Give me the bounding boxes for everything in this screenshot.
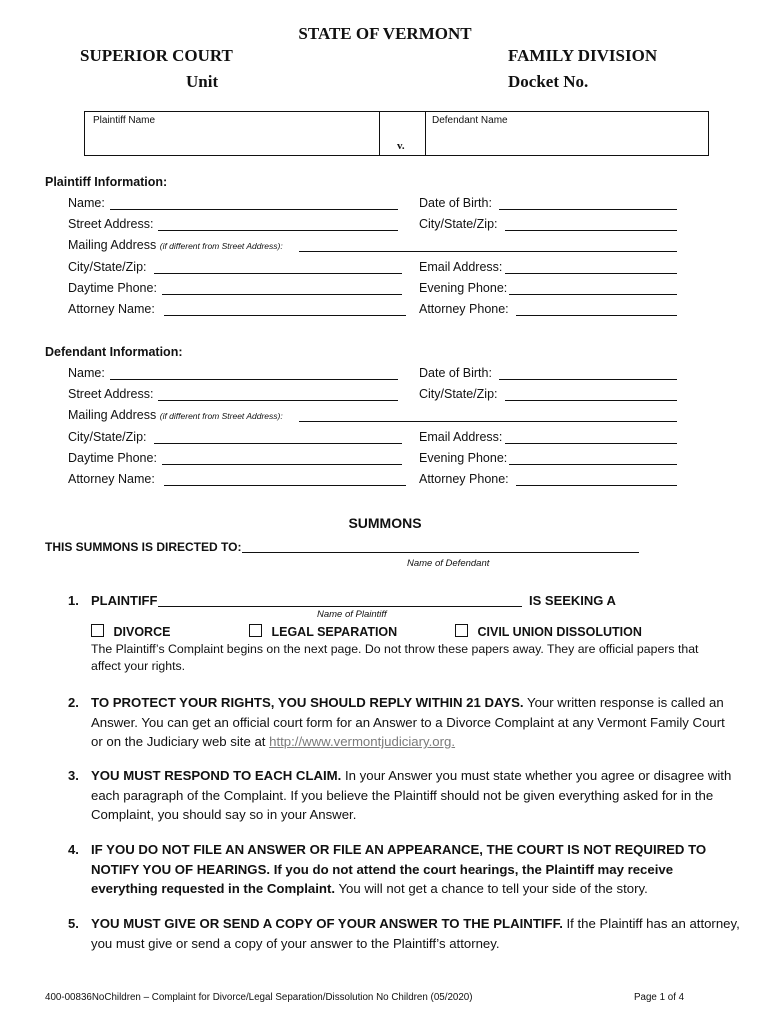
item5-text: If the Plaintiff has an attorney, you must give or send a copy of your answer to the Plaintiff’s attorney. [91, 916, 740, 951]
d-attorney-phone-field[interactable] [516, 485, 677, 486]
d-evening-field[interactable] [509, 464, 677, 465]
versus-label: v. [397, 140, 405, 152]
d-email-field[interactable] [505, 443, 677, 444]
item3-paragraph [91, 766, 751, 825]
d-daytime-field[interactable] [162, 464, 402, 465]
p-email-field[interactable] [505, 273, 677, 274]
p-name-label: Name: [68, 196, 105, 210]
option-civil-union[interactable] [455, 624, 642, 639]
divorce-label: DIVORCE [113, 625, 171, 639]
d-email-label: Email Address: [419, 430, 503, 444]
d-attorney-label: Attorney Name: [68, 472, 155, 486]
p-evening-label: Evening Phone: [419, 281, 508, 295]
item5-bold: YOU MUST GIVE OR SEND A COPY OF YOUR ANSWER TO THE PLAINTIFF. [91, 916, 563, 931]
legal-separation-checkbox[interactable] [249, 624, 262, 637]
item5-number: 5. [68, 916, 79, 931]
d-attorney-field[interactable] [164, 485, 406, 486]
p-dob-label: Date of Birth: [419, 196, 492, 210]
name-of-defendant-caption: Name of Defendant [407, 558, 490, 569]
p-email-label: Email Address: [419, 260, 503, 274]
court-name: SUPERIOR COURT [80, 46, 233, 65]
civil-union-label: CIVIL UNION DISSOLUTION [477, 625, 642, 639]
p-csz-field[interactable] [154, 273, 402, 274]
d-csz-label: City/State/Zip: [68, 430, 147, 444]
item5-paragraph [91, 914, 751, 953]
p-name-field[interactable] [110, 209, 398, 210]
d-dob-label: Date of Birth: [419, 366, 492, 380]
option-divorce[interactable] [91, 624, 170, 639]
plaintiff-name-line[interactable] [158, 606, 522, 607]
d-mailing-label: Mailing Address (if different from Street Address): [68, 408, 283, 422]
p-attorney-label: Attorney Name: [68, 302, 155, 316]
unit-label: Unit [186, 72, 219, 91]
d-csz-field[interactable] [154, 443, 402, 444]
p-street-label: Street Address: [68, 217, 154, 231]
d-dob-field[interactable] [499, 379, 677, 380]
item4-text: You will not get a chance to tell your side of the story. [335, 881, 648, 896]
defendant-name-field[interactable] [425, 112, 709, 155]
item3-number: 3. [68, 768, 79, 783]
d-street-label: Street Address: [68, 387, 154, 401]
p-daytime-field[interactable] [162, 294, 402, 295]
caption-box [84, 111, 709, 156]
p-csz-label: City/State/Zip: [68, 260, 147, 274]
judiciary-website-link[interactable]: http://www.vermontjudiciary.org. [269, 734, 456, 749]
item2-paragraph [91, 693, 736, 752]
p-csz-right-field[interactable] [505, 230, 677, 231]
d-attorney-phone-label: Attorney Phone: [419, 472, 509, 486]
name-of-plaintiff-caption: Name of Plaintiff [317, 609, 387, 620]
p-attorney-phone-label: Attorney Phone: [419, 302, 509, 316]
p-mailing-field[interactable] [299, 251, 677, 252]
legal-separation-label: LEGAL SEPARATION [271, 625, 398, 639]
form-id: 400-00836NoChildren – Complaint for Divorce/Legal Separation/Dissolution No Children (05/2020) [45, 992, 473, 1003]
d-name-field[interactable] [110, 379, 398, 380]
item4-paragraph [91, 840, 736, 899]
d-csz-right-label: City/State/Zip: [419, 387, 498, 401]
defendant-name-line[interactable] [242, 552, 639, 553]
plaintiff-info-heading: Plaintiff Information: [45, 175, 168, 189]
item2-bold: TO PROTECT YOUR RIGHTS, YOU SHOULD REPLY WITHIN 21 DAYS. [91, 695, 524, 710]
d-name-label: Name: [68, 366, 105, 380]
directed-to-label: THIS SUMMONS IS DIRECTED TO: [45, 540, 242, 554]
p-csz-right-label: City/State/Zip: [419, 217, 498, 231]
d-evening-label: Evening Phone: [419, 451, 508, 465]
civil-union-checkbox[interactable] [455, 624, 468, 637]
plaintiff-name-label: Plaintiff Name [93, 115, 156, 126]
item2-text: Your written response is called an Answer. You can get an official court form for an Answer to a Divorce Complaint at any Vermont Family Court or on the Judiciary web site at [91, 695, 725, 749]
p-mailing-label: Mailing Address (if different from Street Address): [68, 238, 283, 252]
division-name: FAMILY DIVISION [508, 46, 658, 65]
item2-number: 2. [68, 695, 79, 710]
item1-number: 1. [68, 593, 79, 608]
p-street-field[interactable] [158, 230, 398, 231]
item1-text: The Plaintiff’s Complaint begins on the next page. Do not throw these papers away. They are official papers that affect your rights. [91, 642, 699, 673]
state-title: STATE OF VERMONT [298, 24, 472, 43]
d-daytime-label: Daytime Phone: [68, 451, 157, 465]
d-csz-right-field[interactable] [505, 400, 677, 401]
item3-text: In your Answer you must state whether you agree or disagree with each paragraph of the Complaint. If you believe the Plaintiff should not be given everything asked for in the Complaint, you should say so in your Answer. [91, 768, 732, 822]
p-evening-field[interactable] [509, 294, 677, 295]
p-attorney-field[interactable] [164, 315, 406, 316]
page-number: Page 1 of 4 [634, 992, 685, 1003]
plaintiff-name-field[interactable] [85, 112, 380, 155]
d-mailing-field[interactable] [299, 421, 677, 422]
defendant-info-heading: Defendant Information: [45, 345, 183, 359]
p-dob-field[interactable] [499, 209, 677, 210]
p-attorney-phone-field[interactable] [516, 315, 677, 316]
item4-number: 4. [68, 842, 79, 857]
summons-title: SUMMONS [348, 515, 422, 531]
item1-seeking-label: IS SEEKING A [529, 593, 616, 608]
item4-bold: IF YOU DO NOT FILE AN ANSWER OR FILE AN APPEARANCE, THE COURT IS NOT REQUIRED TO NOTIFY YOU OF HEARINGS. If you do not attend the court hearings, the Plaintiff may receive everything requested in the Complaint. [91, 842, 707, 896]
d-street-field[interactable] [158, 400, 398, 401]
divorce-checkbox[interactable] [91, 624, 104, 637]
defendant-name-label: Defendant Name [432, 115, 508, 126]
p-daytime-label: Daytime Phone: [68, 281, 157, 295]
docket-label: Docket No. [508, 72, 589, 91]
item3-bold: YOU MUST RESPOND TO EACH CLAIM. [91, 768, 342, 783]
option-legal-separation[interactable] [249, 624, 397, 639]
item1-plaintiff-label: PLAINTIFF [91, 593, 158, 608]
